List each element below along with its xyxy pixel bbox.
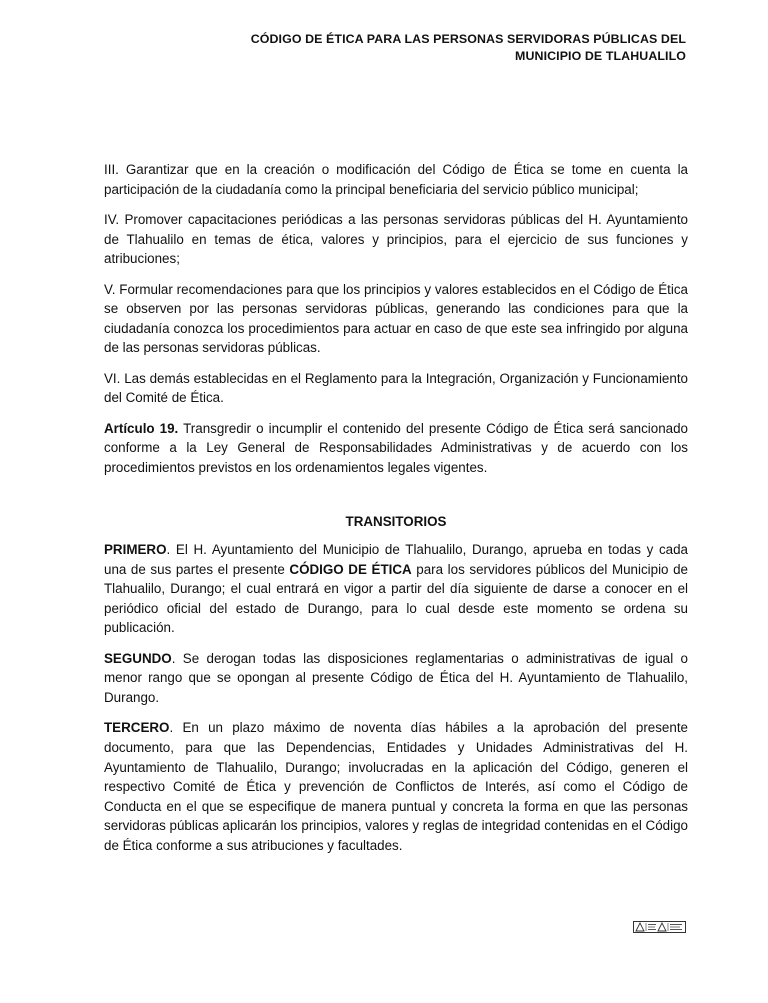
primero-text-a: . El H. Ayuntamiento del Municipio de Tlahualilo, Durango, aprueba en todas y cada una de sus partes el presente bbox=[104, 542, 688, 577]
transitorio-segundo bbox=[104, 649, 688, 708]
header-title-line1: CÓDIGO DE ÉTICA PARA LAS PERSONAS SERVIDORAS PÚBLICAS DEL bbox=[250, 32, 686, 46]
transitorio-tercero bbox=[104, 718, 688, 855]
institutional-logo-icon bbox=[633, 921, 686, 933]
tercero-label: TERCERO bbox=[104, 720, 170, 736]
transitorios-title: TRANSITORIOS bbox=[345, 513, 447, 529]
article-19-label: Artículo 19. bbox=[104, 420, 179, 436]
primero-bold-text: CÓDIGO DE ÉTICA bbox=[289, 561, 412, 577]
transitorio-primero bbox=[104, 540, 688, 638]
paragraph-iii: III. Garantizar que en la creación o modificación del Código de Ética se tome en cuenta la participación de la ciudadanía como la principal beneficiaria del servicio público municipal; bbox=[104, 162, 688, 197]
paragraph-vi: VI. Las demás establecidas en el Reglamento para la Integración, Organización y Funcionamiento del Comité de Ética. bbox=[104, 370, 688, 406]
primero-label: PRIMERO bbox=[104, 542, 167, 558]
logo-graphic bbox=[634, 922, 685, 932]
primero-text-b: para los servidores públicos del Municipio de Tlahualilo, Durango; el cual entrará en vigor a partir del día siguiente de darse a conocer en el periódico oficial del estado de Durango, para lo cual desde este momento se ordena su publicación. bbox=[104, 561, 688, 636]
header-title-line2: MUNICIPIO DE TLAHUALILO bbox=[515, 49, 686, 63]
tercero-text: . En un plazo máximo de noventa días hábiles a la aprobación del presente documento, para que las Dependencias, Entidades y Unidades Administrativas del H. Ayuntamiento de Tlahualilo, Durango; involucradas en la aplicación del Código, generen el respectivo Comité de Ética y prevención de Conflictos de Interés, así como el Código de Conducta en el que se especifique de manera puntual y concreta la forma en que las personas servidoras públicas aplicarán los principios, valores y reglas de integridad contenidas en el Código de Ética conforme a sus atribuciones y facultades. bbox=[104, 720, 688, 853]
paragraph-v: V. Formular recomendaciones para que los principios y valores establecidos en el Código de Ética se observen por las personas servidoras públicas, generando las condiciones para que la ciudadanía conozca los procedimientos para actuar en caso de que este sea infringido por alguna de las personas servidoras públicas. bbox=[104, 281, 688, 356]
segundo-text: . Se derogan todas las disposiciones reglamentarias o administrativas de igual o menor rango que se opongan al presente Código de Ética del H. Ayuntamiento de Tlahualilo, Durango. bbox=[104, 650, 688, 706]
document-body bbox=[104, 160, 688, 866]
document-header bbox=[86, 31, 686, 65]
article-19 bbox=[104, 419, 688, 478]
paragraph-iv: IV. Promover capacitaciones periódicas a las personas servidoras públicas del H. Ayuntamiento de Tlahualilo en temas de ética, valores y principios, para el ejercicio de sus funciones y atribuciones; bbox=[104, 211, 688, 267]
article-19-text: Transgredir o incumplir el contenido del presente Código de Ética será sancionado conforme a la Ley General de Responsabilidades Administrativas y de acuerdo con los procedimientos previstos en los ordenamientos legales vigentes. bbox=[104, 420, 688, 475]
segundo-label: SEGUNDO bbox=[104, 650, 172, 666]
